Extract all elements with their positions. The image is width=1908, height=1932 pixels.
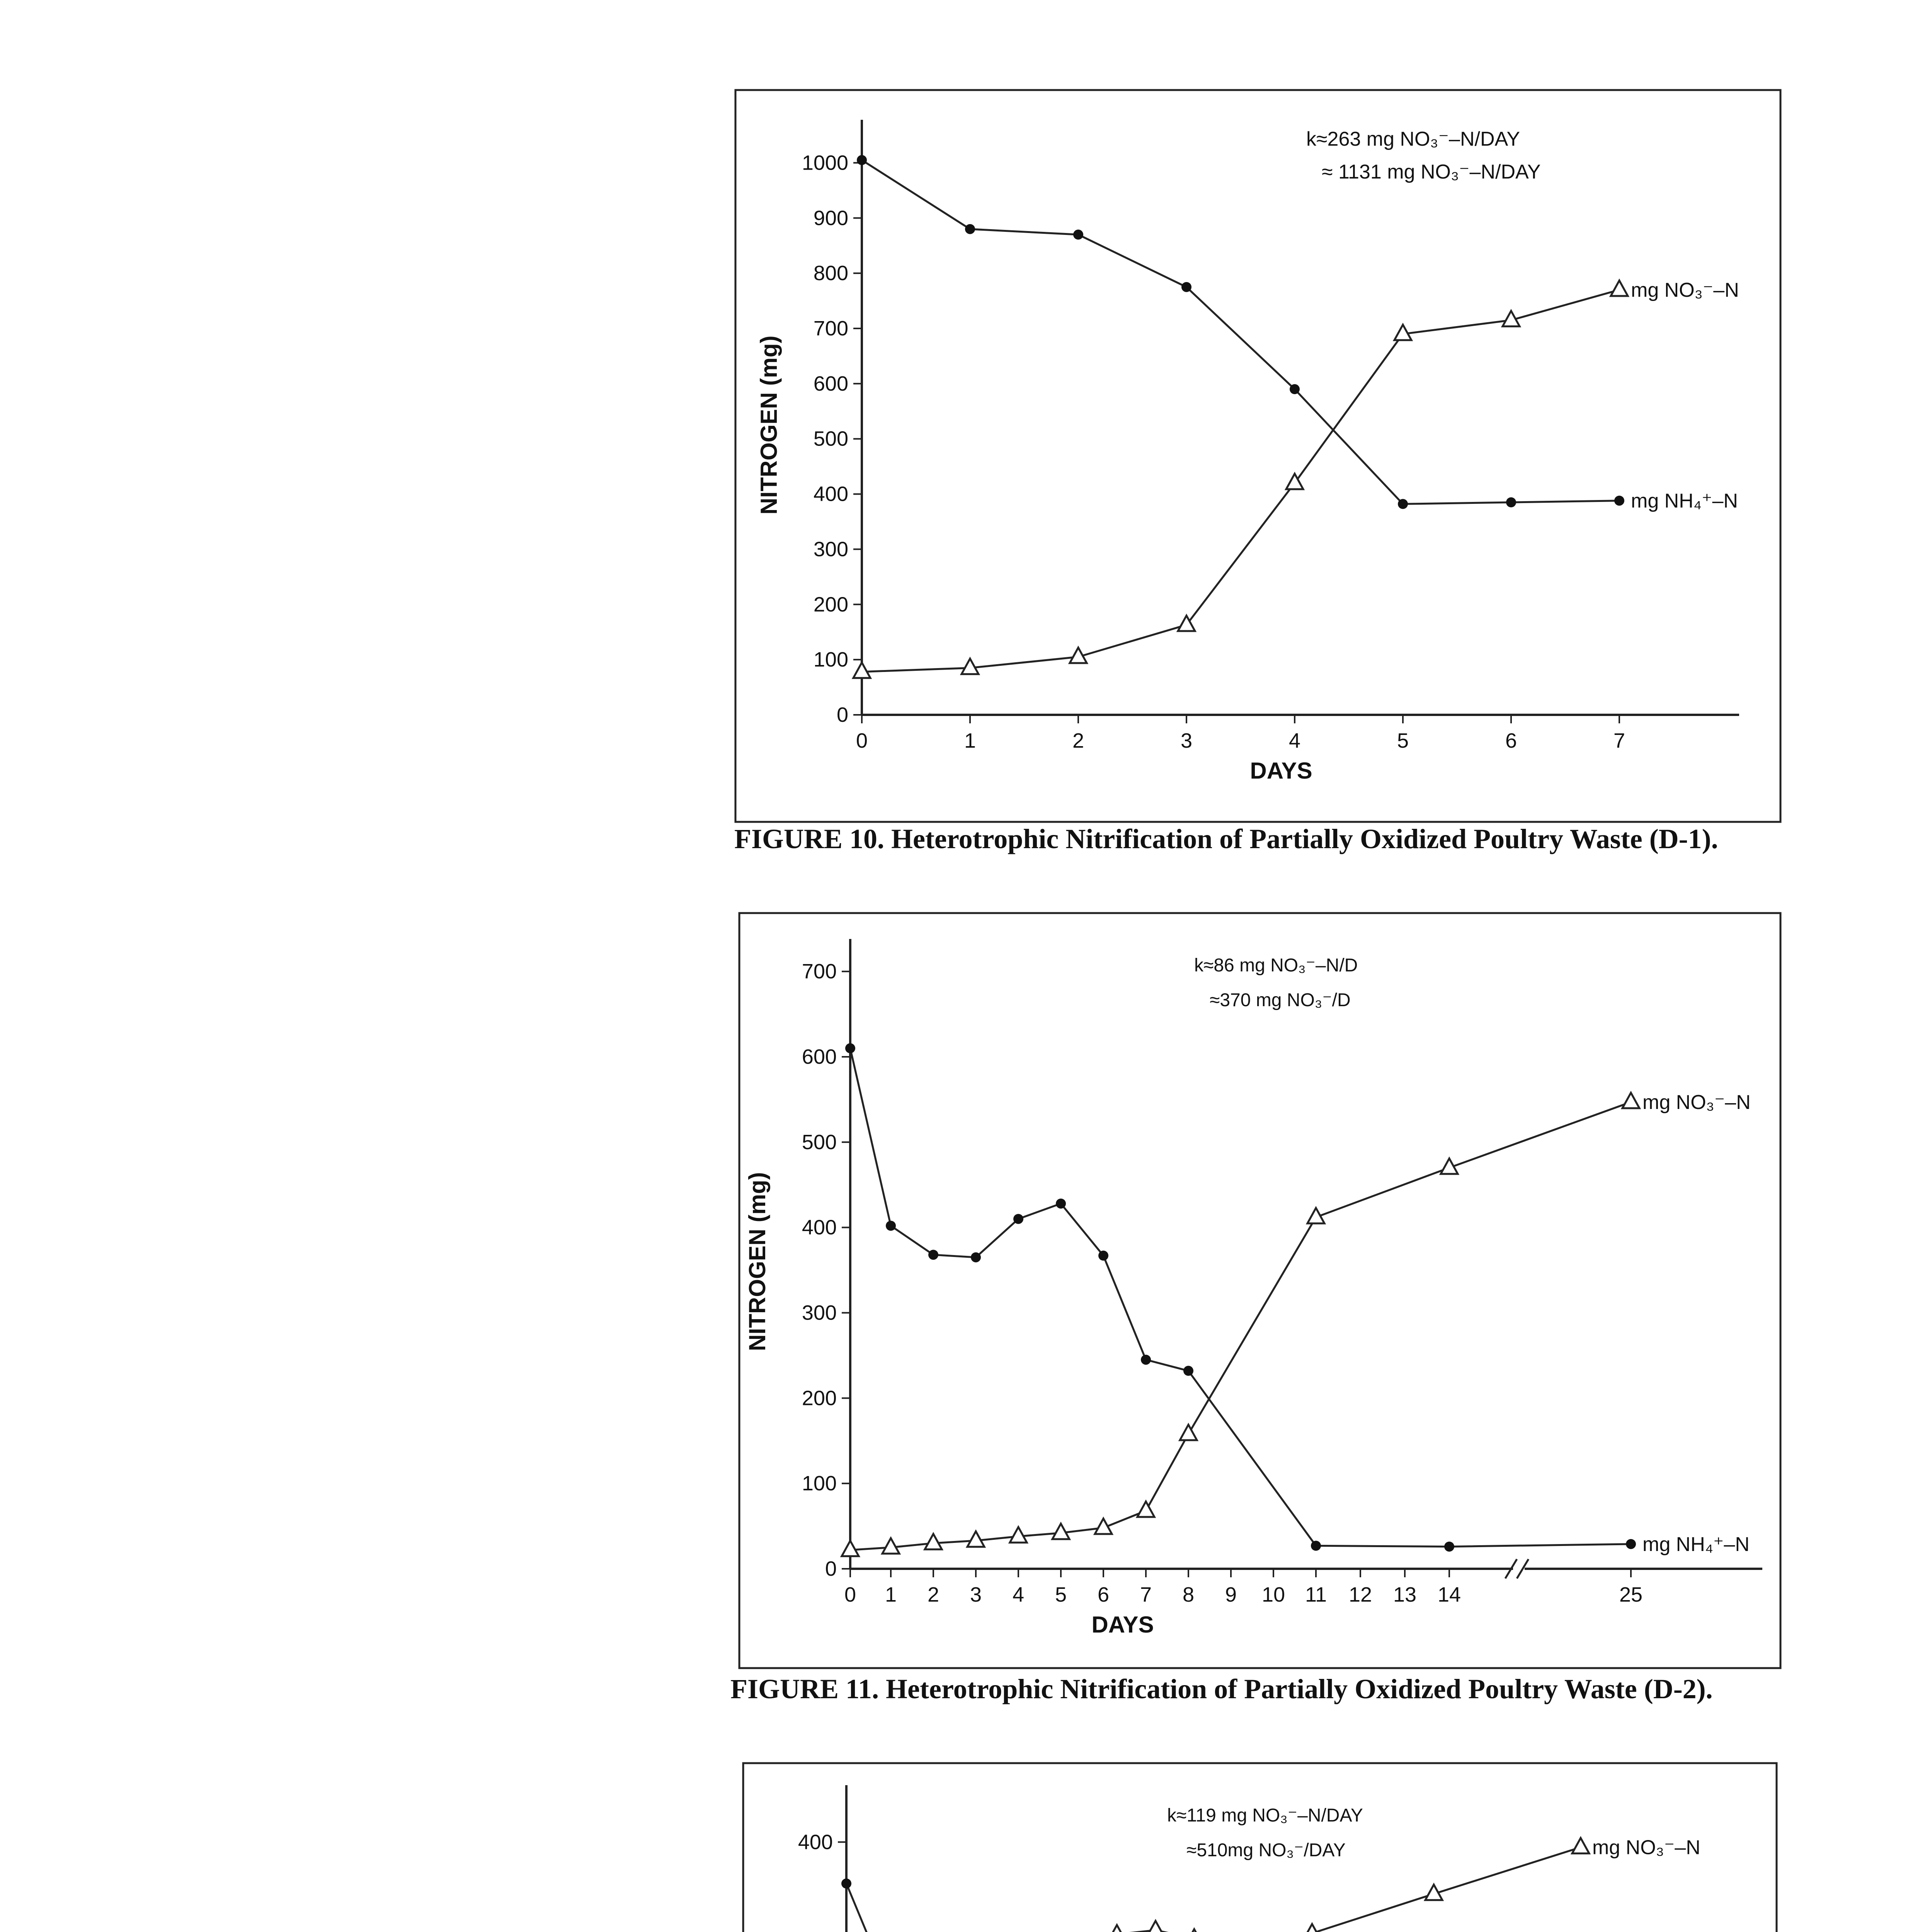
figure-12-annotation-2: ≈510mg NO₃⁻/DAY <box>1186 1840 1346 1861</box>
series-label-no3: mg NO₃⁻–N <box>1592 1836 1700 1859</box>
figure-10-chart <box>734 89 1782 823</box>
data-point-no3 <box>1611 281 1628 296</box>
series-label-no3: mg NO₃⁻–N <box>1631 279 1739 301</box>
chart-frame <box>739 913 1780 1668</box>
data-point-nh4 <box>857 155 867 165</box>
series-label-no3: mg NO₃⁻–N <box>1642 1091 1751 1114</box>
y-tick-label: 500 <box>802 1130 837 1154</box>
x-tick-label: 3 <box>970 1583 982 1606</box>
chart-frame <box>735 90 1780 822</box>
figure-10 <box>734 89 1782 823</box>
data-point-no3 <box>1572 1838 1589 1854</box>
series-line-nh4 <box>846 1884 1581 1932</box>
x-tick-label: 9 <box>1225 1583 1237 1606</box>
x-tick-label: 5 <box>1055 1583 1067 1606</box>
data-point-nh4 <box>1013 1214 1023 1224</box>
x-tick-label: 13 <box>1393 1583 1417 1606</box>
data-point-nh4 <box>886 1221 896 1231</box>
data-point-no3 <box>1180 1425 1197 1440</box>
x-tick-label: 3 <box>1180 729 1193 752</box>
y-tick-label: 700 <box>802 960 837 983</box>
x-tick-label: 2 <box>927 1583 940 1606</box>
y-tick-label: 200 <box>813 593 848 616</box>
figure-10-caption: FIGURE 10. Heterotrophic Nitrification of Partially Oxidized Poultry Waste (D-1). <box>734 823 1718 854</box>
x-tick-label: 0 <box>856 729 868 752</box>
y-tick-label: 100 <box>813 648 848 672</box>
data-point-no3 <box>853 663 870 678</box>
data-point-no3 <box>842 1541 859 1556</box>
x-tick-label: 0 <box>844 1583 856 1606</box>
data-point-nh4 <box>1398 499 1408 509</box>
figure-11 <box>738 912 1782 1669</box>
data-point-no3 <box>1186 1929 1203 1932</box>
y-tick-label: 0 <box>825 1557 837 1580</box>
figure-10-annotation-1: k≈263 mg NO₃⁻–N/DAY <box>1306 128 1520 150</box>
x-tick-label: 4 <box>1012 1583 1025 1606</box>
data-point-nh4 <box>1290 384 1300 394</box>
x-tick-label: 6 <box>1097 1583 1110 1606</box>
figure-11-caption: FIGURE 11. Heterotrophic Nitrification of Partially Oxidized Poultry Waste (D-2). <box>730 1673 1713 1704</box>
x-tick-label: 1 <box>964 729 976 752</box>
x-tick-label: 7 <box>1140 1583 1152 1606</box>
y-tick-label: 900 <box>813 206 848 230</box>
figure-12-annotation-1: k≈119 mg NO₃⁻–N/DAY <box>1167 1805 1363 1826</box>
x-tick-label: 8 <box>1182 1583 1195 1606</box>
series-line-no3 <box>862 290 1619 672</box>
y-tick-label: 600 <box>802 1045 837 1068</box>
data-point-nh4 <box>1311 1541 1321 1551</box>
series-line-no3 <box>850 1102 1631 1550</box>
y-tick-label: 500 <box>813 427 848 451</box>
data-point-no3 <box>1108 1925 1125 1932</box>
y-tick-label: 300 <box>802 1301 837 1325</box>
y-tick-label: 200 <box>802 1386 837 1410</box>
figure-10-annotation-2: ≈ 1131 mg NO₃⁻–N/DAY <box>1322 161 1541 183</box>
x-tick-label: 4 <box>1288 729 1301 752</box>
y-tick-label: 300 <box>813 537 848 561</box>
x-axis-label: DAYS <box>1091 1612 1154 1638</box>
figure-11-chart <box>738 912 1782 1669</box>
y-axis-label: NITROGEN (mg) <box>744 1172 770 1351</box>
data-point-no3 <box>1010 1527 1027 1543</box>
x-tick-label: 6 <box>1505 729 1517 752</box>
x-tick-label: 11 <box>1305 1583 1327 1606</box>
data-point-nh4 <box>845 1043 855 1053</box>
y-tick-label: 800 <box>813 262 848 285</box>
data-point-nh4 <box>1073 230 1083 240</box>
figure-11-annotation-2: ≈370 mg NO₃⁻/D <box>1210 990 1351 1010</box>
data-point-nh4 <box>1506 497 1516 507</box>
y-tick-label: 1000 <box>802 151 848 175</box>
data-point-nh4 <box>1181 282 1191 292</box>
x-tick-label: 7 <box>1613 729 1625 752</box>
series-label-nh4: mg NH₄⁺–N <box>1631 490 1738 512</box>
series-line-nh4 <box>862 160 1619 504</box>
data-point-no3 <box>1137 1502 1154 1517</box>
x-tick-label: 2 <box>1072 729 1084 752</box>
x-axis-label: DAYS <box>1250 758 1312 784</box>
data-point-nh4 <box>1626 1539 1636 1549</box>
data-point-nh4 <box>1444 1542 1454 1552</box>
x-tick-label: 14 <box>1437 1583 1461 1606</box>
data-point-nh4 <box>1056 1199 1066 1209</box>
data-point-nh4 <box>965 224 975 234</box>
y-tick-label: 600 <box>813 372 848 395</box>
x-tick-label: 25 <box>1619 1583 1643 1606</box>
y-tick-label: 400 <box>802 1216 837 1239</box>
figure-11-annotation-1: k≈86 mg NO₃⁻–N/D <box>1194 955 1358 976</box>
y-tick-label: 100 <box>802 1472 837 1495</box>
data-point-no3 <box>925 1534 942 1549</box>
y-tick-label: 400 <box>813 482 848 506</box>
series-label-nh4: mg NH₄⁺–N <box>1642 1533 1750 1556</box>
data-point-nh4 <box>841 1879 851 1889</box>
y-tick-label: 0 <box>836 703 848 726</box>
data-point-nh4 <box>1614 496 1624 506</box>
series-line-nh4 <box>850 1048 1631 1547</box>
x-tick-label: 12 <box>1348 1583 1372 1606</box>
data-point-nh4 <box>1141 1355 1151 1365</box>
data-point-nh4 <box>1183 1366 1193 1376</box>
data-point-nh4 <box>971 1252 981 1262</box>
data-point-nh4 <box>1098 1251 1108 1261</box>
data-point-no3 <box>1147 1921 1164 1932</box>
y-tick-label: 400 <box>798 1830 833 1854</box>
data-point-no3 <box>1622 1093 1639 1108</box>
figure-12 <box>742 1762 1778 1932</box>
x-tick-label: 1 <box>885 1583 897 1606</box>
y-axis-label: NITROGEN (mg) <box>756 335 782 515</box>
x-tick-label: 5 <box>1397 729 1409 752</box>
y-tick-label: 700 <box>813 317 848 340</box>
x-tick-label: 10 <box>1261 1583 1285 1606</box>
data-point-nh4 <box>928 1250 938 1260</box>
